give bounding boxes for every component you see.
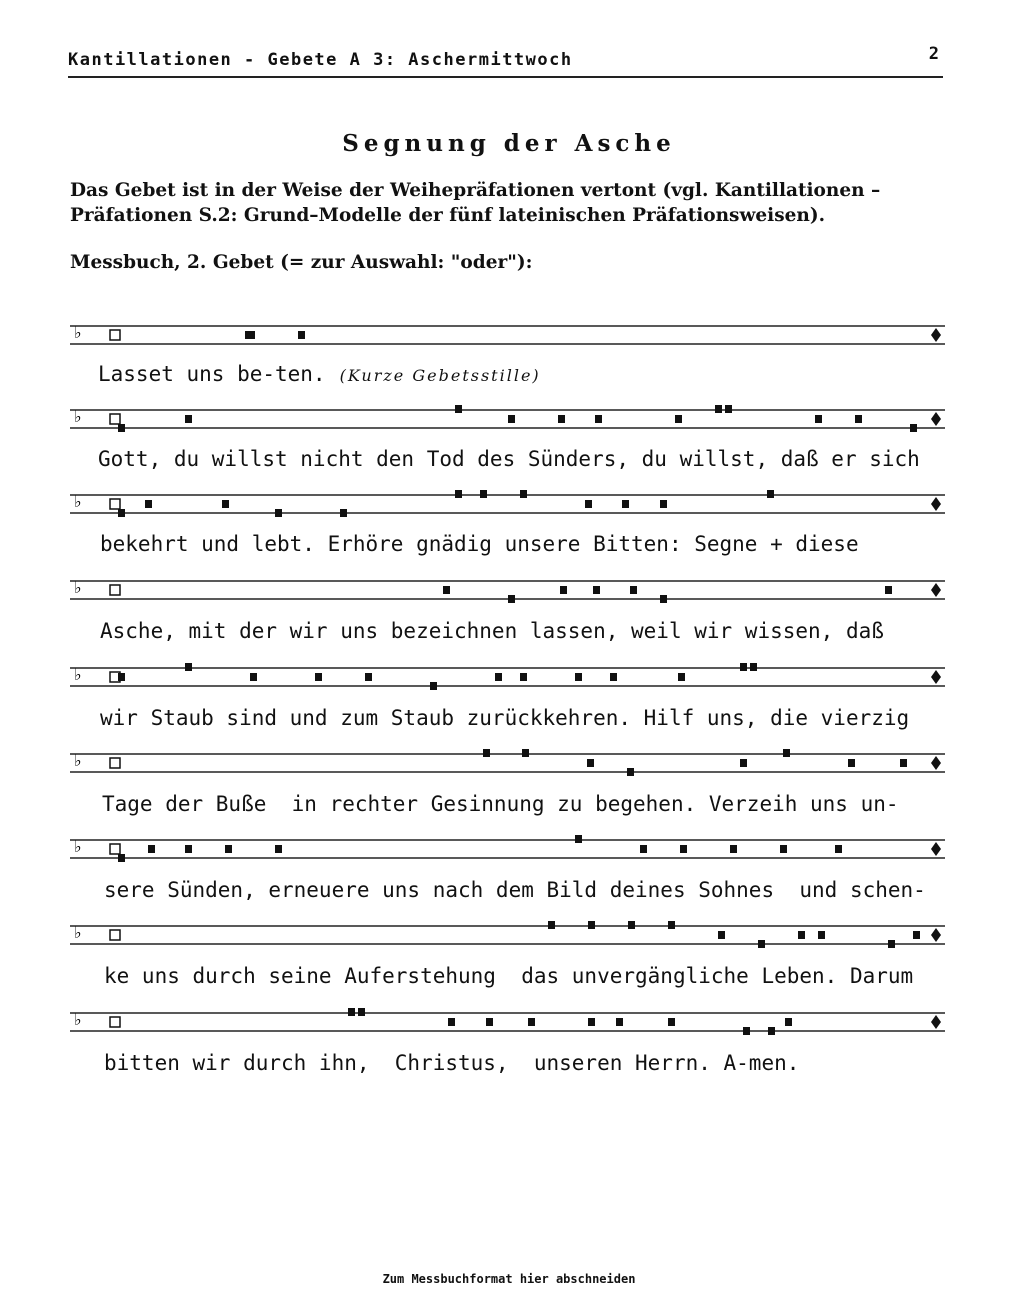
chant-note [575, 835, 582, 843]
lyric-text: sere Sünden, erneuere uns nach dem Bild deines Sohnes und schen- [104, 878, 926, 902]
chant-note [315, 673, 322, 681]
chant-note [725, 405, 732, 413]
flat-clef-icon: ♭ [74, 837, 82, 856]
lyric-text: ke uns durch seine Auferstehung das unvergängliche Leben. Darum [104, 964, 914, 988]
chant-note [767, 490, 774, 498]
chant-note [118, 509, 125, 517]
header-title: Kantillationen - Gebete A 3: Aschermittwoch [68, 50, 573, 70]
chant-staff [70, 1005, 950, 1045]
chant-note [818, 931, 825, 939]
chant-note [275, 845, 282, 853]
chant-note [815, 415, 822, 423]
lyric-line [100, 706, 909, 730]
flat-clef-icon: ♭ [74, 751, 82, 770]
chant-note [660, 595, 667, 603]
page-number: 2 [928, 44, 939, 64]
chant-note [740, 759, 747, 767]
chant-staff [70, 746, 950, 786]
chant-note [758, 940, 765, 948]
chant-staff [70, 660, 950, 700]
chant-staff [70, 402, 950, 442]
chant-note [358, 1008, 365, 1016]
flat-clef-icon: ♭ [74, 665, 82, 684]
chant-note [628, 921, 635, 929]
chant-note [522, 749, 529, 757]
chant-note [910, 424, 917, 432]
lyric-text: Lasset uns be-ten. [98, 362, 326, 386]
final-note-icon [931, 412, 941, 426]
chant-staff [70, 318, 950, 358]
chant-note [668, 1018, 675, 1026]
chant-note [365, 673, 372, 681]
chant-note [448, 1018, 455, 1026]
chant-note [520, 673, 527, 681]
chant-note [185, 845, 192, 853]
chant-note [768, 1027, 775, 1035]
chant-note [730, 845, 737, 853]
lyric-line [98, 447, 920, 471]
final-note-icon [931, 842, 941, 856]
chant-note [508, 415, 515, 423]
chant-note [855, 415, 862, 423]
flat-clef-icon: ♭ [74, 407, 82, 426]
final-note-icon [931, 756, 941, 770]
chant-note [780, 845, 787, 853]
chant-note [660, 500, 667, 508]
chant-note [627, 768, 634, 776]
lyric-text: Gott, du willst nicht den Tod des Sünders, du willst, daß er sich [98, 447, 920, 471]
chant-note [588, 921, 595, 929]
rubric-note: (Kurze Gebetsstille) [339, 366, 541, 385]
chant-note [783, 749, 790, 757]
chant-note [680, 845, 687, 853]
chant-note [118, 854, 125, 862]
lyric-line [104, 964, 913, 988]
chant-note [145, 500, 152, 508]
lyric-line [100, 619, 884, 643]
chant-note [548, 921, 555, 929]
chant-note [630, 586, 637, 594]
chant-note [443, 586, 450, 594]
chant-note [585, 500, 592, 508]
page-title: Segnung der Asche [342, 130, 676, 157]
chant-note [575, 673, 582, 681]
chant-note [480, 490, 487, 498]
lyric-text: wir Staub sind und zum Staub zurückkehren. Hilf uns, die vierzig [100, 706, 910, 730]
chant-note [718, 931, 725, 939]
chant-note [750, 663, 757, 671]
lyric-line [98, 362, 541, 386]
chant-note [148, 845, 155, 853]
chant-note [610, 673, 617, 681]
lyric-line [104, 878, 926, 902]
chant-staff [70, 918, 950, 958]
chant-note [835, 845, 842, 853]
chant-note [298, 331, 305, 339]
chant-note [743, 1027, 750, 1035]
final-note-icon [931, 670, 941, 684]
chant-note [622, 500, 629, 508]
chant-note [185, 663, 192, 671]
lyric-text: Asche, mit der wir uns bezeichnen lassen, weil wir wissen, daß [100, 619, 884, 643]
chant-note [848, 759, 855, 767]
chant-note [678, 673, 685, 681]
chant-note [118, 424, 125, 432]
chant-note [668, 921, 675, 929]
chant-note [675, 415, 682, 423]
lyric-line [104, 1051, 799, 1075]
cut-line-note: Zum Messbuchformat hier abschneiden [382, 1272, 636, 1286]
final-note-icon [931, 328, 941, 342]
chant-note [558, 415, 565, 423]
chant-note [275, 509, 282, 517]
final-note-icon [931, 583, 941, 597]
chant-note [222, 500, 229, 508]
chant-note [340, 509, 347, 517]
chant-note [225, 845, 232, 853]
page-header [68, 46, 943, 78]
chant-note [118, 673, 125, 681]
lyric-text: bekehrt und lebt. Erhöre gnädig unsere Bitten: Segne + diese [100, 532, 859, 556]
chant-note [348, 1008, 355, 1016]
chant-note [455, 490, 462, 498]
chant-note [483, 749, 490, 757]
chant-note [486, 1018, 493, 1026]
chant-note [900, 759, 907, 767]
chant-note [785, 1018, 792, 1026]
chant-note [587, 759, 594, 767]
lyric-line [100, 532, 859, 556]
final-note-icon [931, 1015, 941, 1029]
chant-note [588, 1018, 595, 1026]
lyric-text: bitten wir durch ihn, Christus, unseren Herrn. A-men. [104, 1051, 800, 1075]
chant-note [250, 673, 257, 681]
chant-note [885, 586, 892, 594]
lyric-text: Tage der Buße in rechter Gesinnung zu begehen. Verzeih uns un- [102, 792, 899, 816]
source-reference: Messbuch, 2. Gebet (= zur Auswahl: "oder"): [70, 252, 533, 273]
chant-note [528, 1018, 535, 1026]
flat-clef-icon: ♭ [74, 923, 82, 942]
chant-staff [70, 487, 950, 527]
chant-note [508, 595, 515, 603]
chant-note [715, 405, 722, 413]
flat-clef-icon: ♭ [74, 323, 82, 342]
chant-note [595, 415, 602, 423]
chant-note [520, 490, 527, 498]
chant-staff [70, 573, 950, 613]
final-note-icon [931, 928, 941, 942]
final-note-icon [931, 497, 941, 511]
chant-note [798, 931, 805, 939]
chant-note [560, 586, 567, 594]
chant-note [495, 673, 502, 681]
flat-clef-icon: ♭ [74, 492, 82, 511]
lyric-line [102, 792, 899, 816]
intro-paragraph: Das Gebet ist in der Weise der Weihepräfationen vertont (vgl. Kantillationen – Präfationen S.2: Grund–Modelle der fünf lateinischen Präfationsweisen). [70, 180, 881, 226]
chant-note [640, 845, 647, 853]
flat-clef-icon: ♭ [74, 578, 82, 597]
chant-note [616, 1018, 623, 1026]
chant-note [913, 931, 920, 939]
chant-staff [70, 832, 950, 872]
chant-note [248, 331, 255, 339]
chant-note [740, 663, 747, 671]
chant-note [888, 940, 895, 948]
chant-note [593, 586, 600, 594]
chant-note [185, 415, 192, 423]
chant-note [455, 405, 462, 413]
chant-note [430, 682, 437, 690]
flat-clef-icon: ♭ [74, 1010, 82, 1029]
